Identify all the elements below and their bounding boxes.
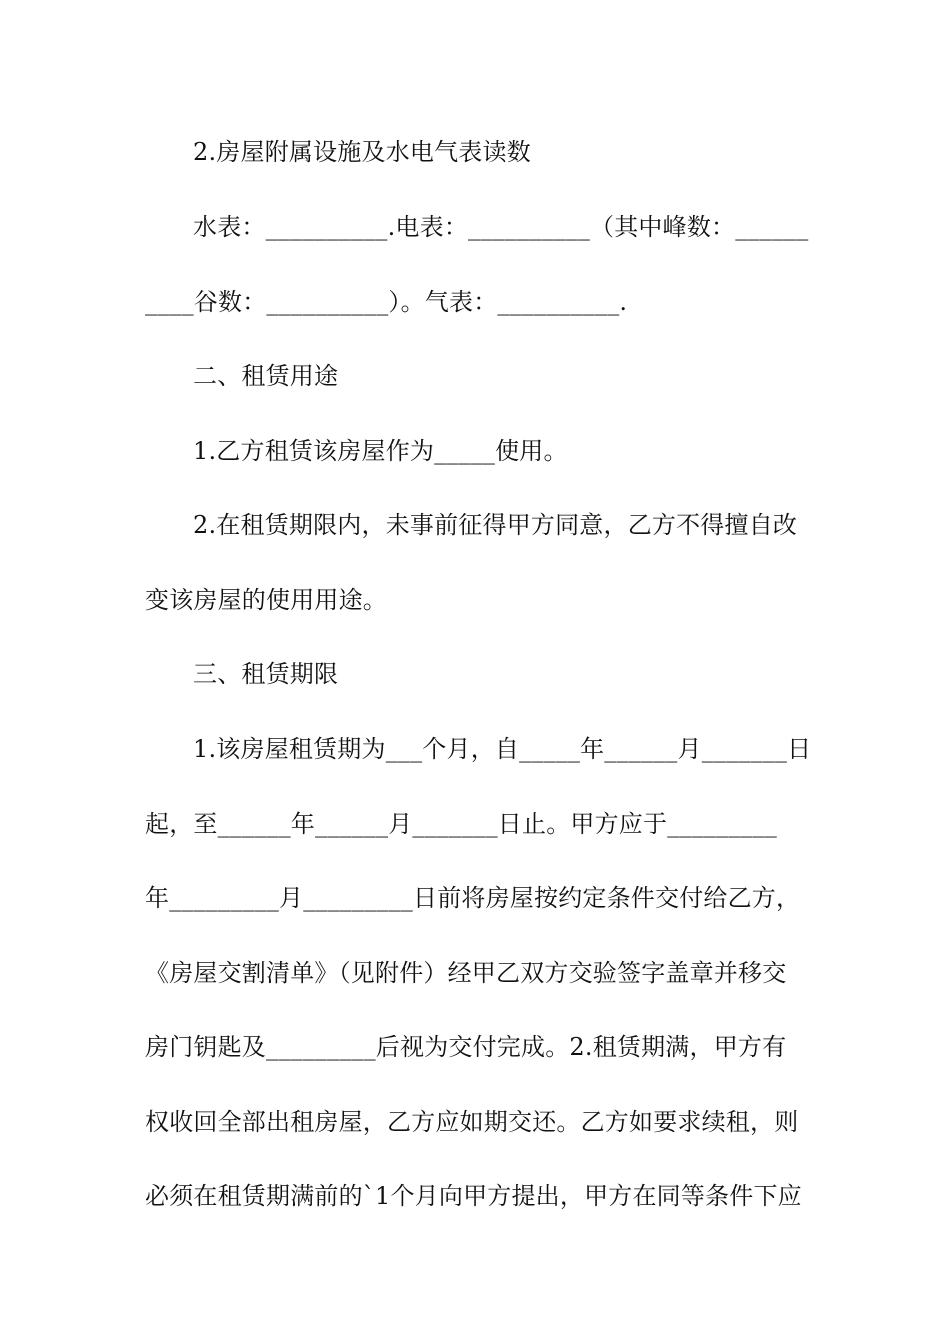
section-heading-facilities-meter-readings: 2.房屋附属设施及水电气表读数 (193, 138, 531, 166)
lease-term-line-2: 起，至______年______月_______日止。甲方应于_________ (145, 810, 777, 838)
lease-term-line-3: 年_________月_________日前将房屋按约定条件交付给乙方， (145, 884, 801, 912)
lease-term-line-6: 权收回全部出租房屋，乙方应如期交还。乙方如要求续租，则 (145, 1108, 799, 1136)
lease-term-line-4: 《房屋交割清单》（见附件）经甲乙双方交验签字盖章并移交 (145, 959, 787, 987)
meter-readings-line-2: ____谷数：__________）。气表：__________. (145, 288, 628, 316)
lease-term-line-5: 房门钥匙及_________后视为交付完成。2.租赁期满，甲方有 (145, 1033, 787, 1061)
lease-term-line-1: 1.该房屋租赁期为___个月，自_____年______月_______日 (193, 735, 812, 763)
lease-purpose-clause-2-line-1: 2.在租赁期限内，未事前征得甲方同意，乙方不得擅自改 (193, 511, 798, 539)
lease-purpose-clause-1: 1.乙方租赁该房屋作为_____使用。 (193, 437, 568, 465)
section-heading-lease-purpose: 二、租赁用途 (193, 362, 339, 390)
lease-purpose-clause-2-line-2: 变该房屋的使用用途。 (145, 586, 387, 614)
section-heading-lease-term: 三、租赁期限 (193, 660, 339, 688)
meter-readings-line-1: 水表：__________.电表：__________（其中峰数：______ (193, 213, 809, 241)
lease-term-line-7: 必须在租赁期满前的`1个月向甲方提出，甲方在同等条件下应 (145, 1182, 802, 1210)
